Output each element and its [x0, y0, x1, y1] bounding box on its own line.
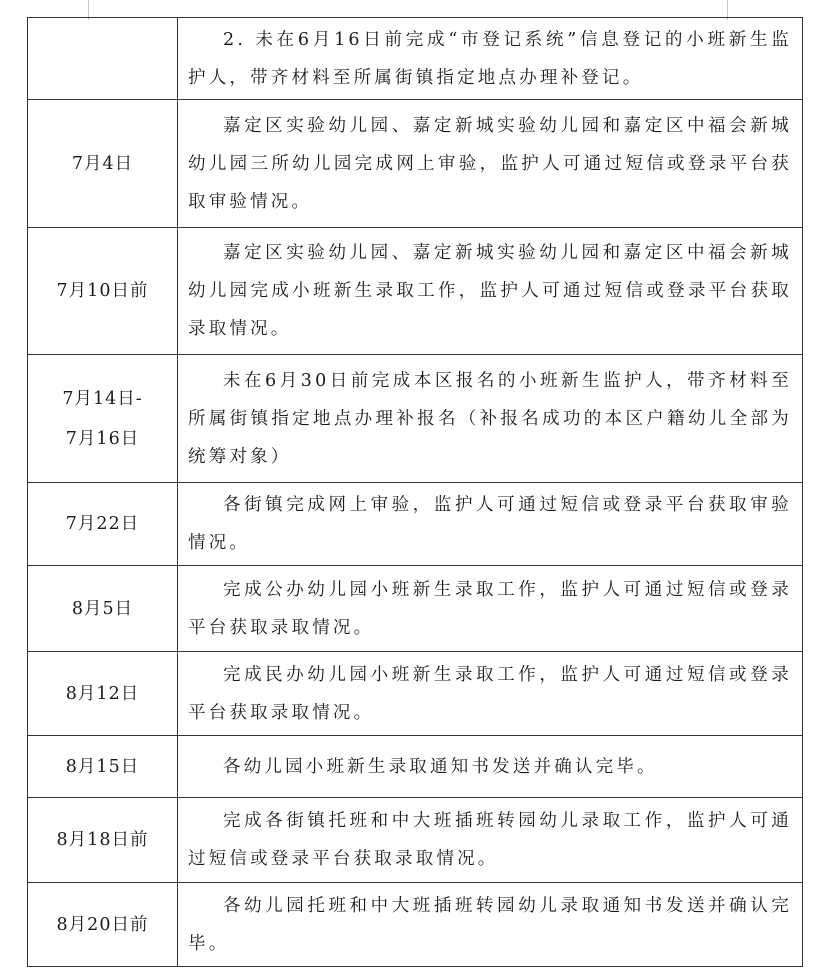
table-row: [28, 355, 803, 483]
date-cell: [28, 566, 178, 652]
date-text: 8月18日前: [56, 830, 149, 850]
date-cell: [28, 18, 178, 100]
date-cell: [28, 883, 178, 967]
date-text: 8月20日前: [56, 914, 149, 935]
description-cell: 各幼儿园托班和中大班插班转园幼儿录取通知书发送并确认完毕。: [178, 883, 803, 967]
date-text: 8月5日: [71, 598, 134, 619]
description-cell: 完成民办幼儿园小班新生录取工作，监护人可通过短信或登录平台获取录取情况。: [178, 652, 803, 736]
date-cell: [28, 100, 178, 228]
date-text: 7月4日: [71, 153, 134, 174]
admission-schedule-table: [27, 17, 803, 967]
table-row: [28, 566, 803, 652]
table-row: [28, 652, 803, 736]
date-cell: [28, 652, 178, 736]
date-text: 8月15日: [65, 756, 140, 777]
table-row: [28, 883, 803, 967]
date-cell: [28, 355, 178, 483]
date-text: 7月10日前: [56, 281, 149, 301]
date-text: 7月16日: [65, 428, 140, 449]
date-text: 7月22日: [65, 514, 140, 534]
table-row: [28, 18, 803, 100]
date-cell: [28, 483, 178, 566]
description-cell: 嘉定区实验幼儿园、嘉定新城实验幼儿园和嘉定区中福会新城幼儿园三所幼儿园完成网上审验，监护人可通过短信或登录平台获取审验情况。: [178, 100, 803, 228]
table-row: [28, 736, 803, 798]
description-cell: 完成公办幼儿园小班新生录取工作，监护人可通过短信或登录平台获取录取情况。: [178, 566, 803, 652]
table-row: [28, 798, 803, 883]
description-cell: 完成各街镇托班和中大班插班转园幼儿录取工作，监护人可通过短信或登录平台获取录取情况。: [178, 798, 803, 883]
date-cell: [28, 798, 178, 883]
description-cell: 各幼儿园小班新生录取通知书发送并确认完毕。: [178, 736, 803, 798]
description-cell: 未在6月30日前完成本区报名的小班新生监护人，带齐材料至所属街镇指定地点办理补报名（补报名成功的本区户籍幼儿全部为统筹对象）: [178, 355, 803, 483]
date-text: 7月14日-: [62, 388, 143, 409]
date-cell: [28, 228, 178, 355]
description-cell: 嘉定区实验幼儿园、嘉定新城实验幼儿园和嘉定区中福会新城幼儿园完成小班新生录取工作，监护人可通过短信或登录平台获取录取情况。: [178, 228, 803, 355]
description-cell: 2. 未在6月16日前完成“市登记系统”信息登记的小班新生监护人，带齐材料至所属街镇指定地点办理补登记。: [178, 18, 803, 100]
date-cell: [28, 736, 178, 798]
date-text: 8月12日: [65, 683, 140, 704]
table-row: [28, 100, 803, 228]
table-row: [28, 228, 803, 355]
description-cell: 各街镇完成网上审验，监护人可通过短信或登录平台获取审验情况。: [178, 483, 803, 566]
table-row: [28, 483, 803, 566]
